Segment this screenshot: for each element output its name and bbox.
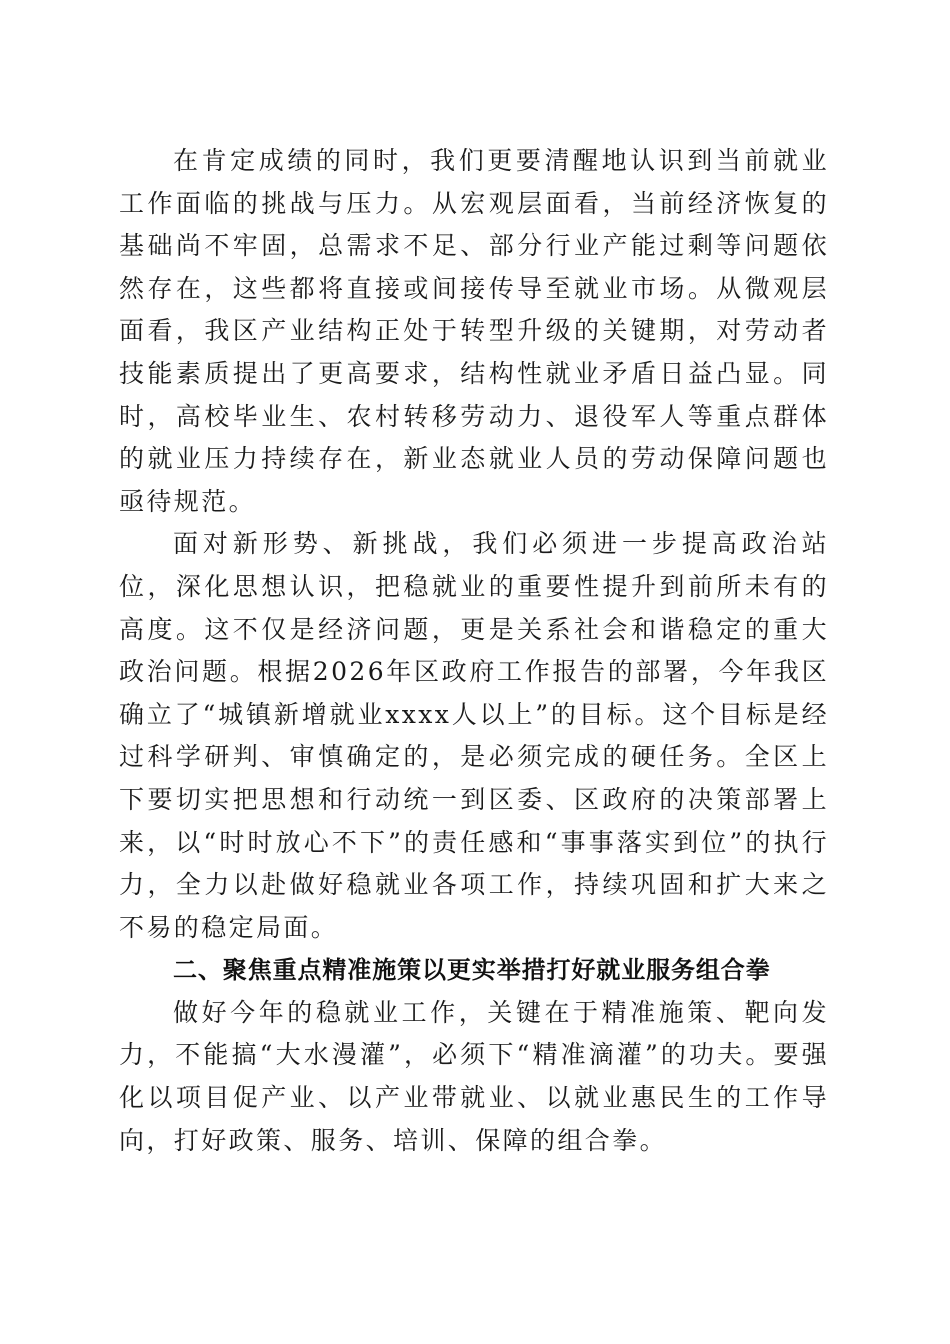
document-body [119, 140, 829, 1162]
paragraph-political-stance: 面对新形势、新挑战，我们必须进一步提高政治站位，深化思想认识，把稳就业的重要性提升到前所未有的高度。这不仅是经济问题，更是关系社会和谐稳定的重大政治问题。根据2026年区政府工作报告的部署，今年我区确立了“城镇新增就业xxxx人以上”的目标。这个目标是经过科学研判、审慎确定的，是必须完成的硬任务。全区上下要切实把思想和行动统一到区委、区政府的决策部署上来，以“时时放心不下”的责任感和“事事落实到位”的执行力，全力以赴做好稳就业各项工作，持续巩固和扩大来之不易的稳定局面。 [119, 529, 829, 942]
paragraph-challenges: 在肯定成绩的同时，我们更要清醒地认识到当前就业工作面临的挑战与压力。从宏观层面看，当前经济恢复的基础尚不牢固，总需求不足、部分行业产能过剩等问题依然存在，这些都将直接或间接传导至就业市场。从微观层面看，我区产业结构正处于转型升级的关键期，对劳动者技能素质提出了更高要求，结构性就业矛盾日益凸显。同时，高校毕业生、农村转移劳动力、退役军人等重点群体的就业压力持续存在，新业态就业人员的劳动保障问题也亟待规范。 [119, 146, 829, 516]
section-heading-two: 二、聚焦重点精准施策以更实举措打好就业服务组合拳 [173, 956, 771, 985]
paragraph-precise-measures: 做好今年的稳就业工作，关键在于精准施策、靶向发力，不能搞“大水漫灌”，必须下“精准滴灌”的功夫。要强化以项目促产业、以产业带就业、以就业惠民生的工作导向，打好政策、服务、培训、保障的组合拳。 [119, 997, 829, 1155]
